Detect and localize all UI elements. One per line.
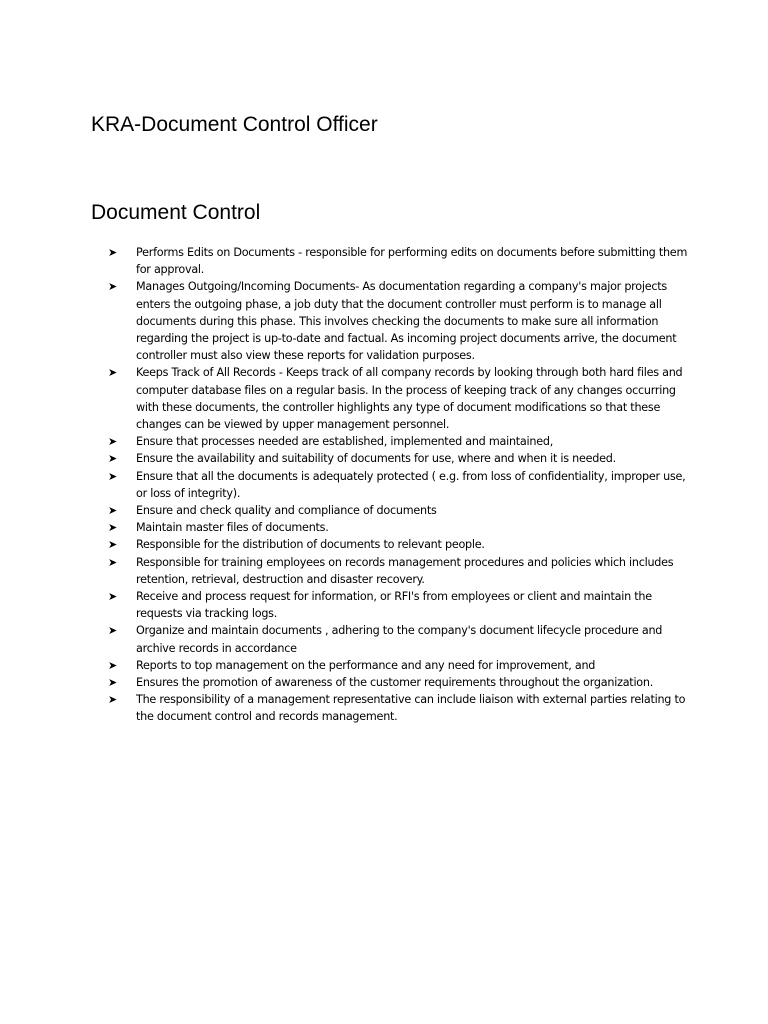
arrow-bullet-icon: ➤ [108, 693, 117, 707]
duty-item [108, 519, 688, 536]
arrow-bullet-icon: ➤ [108, 658, 117, 672]
arrow-bullet-icon: ➤ [108, 590, 117, 604]
duty-text: Manages Outgoing/Incoming Documents- As documentation regarding a company's major projects enters the outgoing phase, a job duty that the document controller must perform is to manage all documents during this phase. This involves checking the documents to make sure all information regarding the project is up-to-date and factual. As incoming project documents arrive, the document controller must also view these reports for validation purposes. [136, 280, 677, 363]
duty-text: Responsible for training employees on records management procedures and policies which includes retention, retrieval, destruction and disaster recovery. [136, 555, 674, 586]
arrow-bullet-icon: ➤ [108, 366, 117, 380]
duty-text: Ensure that processes needed are established, implemented and maintained, [136, 435, 554, 449]
arrow-bullet-icon: ➤ [108, 469, 117, 483]
duty-item [108, 536, 688, 553]
arrow-bullet-icon: ➤ [108, 504, 117, 518]
duty-item [108, 450, 688, 467]
duty-text: Maintain master files of documents. [136, 521, 329, 535]
duty-item [108, 691, 688, 725]
duty-text: The responsibility of a management representative can include liaison with external parties relating to the document control and records management. [136, 693, 686, 724]
duty-item [108, 364, 688, 433]
duty-item [108, 674, 688, 691]
duty-text: Responsible for the distribution of documents to relevant people. [136, 538, 485, 552]
duty-text: Ensure the availability and suitability of documents for use, where and when it is needed. [136, 452, 616, 466]
duties-list [108, 244, 688, 726]
arrow-bullet-icon: ➤ [108, 280, 117, 294]
duty-text: Performs Edits on Documents - responsible for performing edits on documents before submitting them for approval. [136, 246, 688, 277]
duty-text: Ensure and check quality and compliance of documents [136, 504, 437, 518]
duty-item [108, 278, 688, 364]
arrow-bullet-icon: ➤ [108, 624, 117, 638]
duty-item [108, 588, 688, 622]
document-title: KRA-Document Control Officer [91, 113, 378, 136]
duty-text: Ensures the promotion of awareness of the customer requirements throughout the organization. [136, 676, 654, 690]
duty-item [108, 622, 688, 656]
duty-item [108, 502, 688, 519]
arrow-bullet-icon: ➤ [108, 246, 117, 259]
arrow-bullet-icon: ➤ [108, 435, 117, 449]
duty-text: Organize and maintain documents , adhering to the company's document lifecycle procedure and archive records in accordance [136, 624, 663, 655]
duty-item [108, 468, 688, 502]
arrow-bullet-icon: ➤ [108, 676, 117, 690]
duty-text: Ensure that all the documents is adequately protected ( e.g. from loss of confidentiality, improper use, or loss of integrity). [136, 469, 686, 500]
arrow-bullet-icon: ➤ [108, 521, 117, 535]
section-heading: Document Control [91, 201, 261, 224]
arrow-bullet-icon: ➤ [108, 555, 117, 569]
duty-item [108, 554, 688, 588]
duty-item [108, 433, 688, 450]
duty-text: Reports to top management on the performance and any need for improvement, and [136, 658, 596, 672]
duty-item [108, 244, 688, 278]
duty-text: Receive and process request for information, or RFI's from employees or client and maintain the requests via tracking logs. [136, 590, 652, 621]
arrow-bullet-icon: ➤ [108, 538, 117, 552]
duty-item [108, 657, 688, 674]
duty-text: Keeps Track of All Records - Keeps track of all company records by looking through both hard files and computer database files on a regular basis. In the process of keeping track of any changes occurring with these documents, the controller highlights any type of document modifications so that these changes can be viewed by upper management personnel. [136, 366, 683, 432]
arrow-bullet-icon: ➤ [108, 452, 117, 466]
